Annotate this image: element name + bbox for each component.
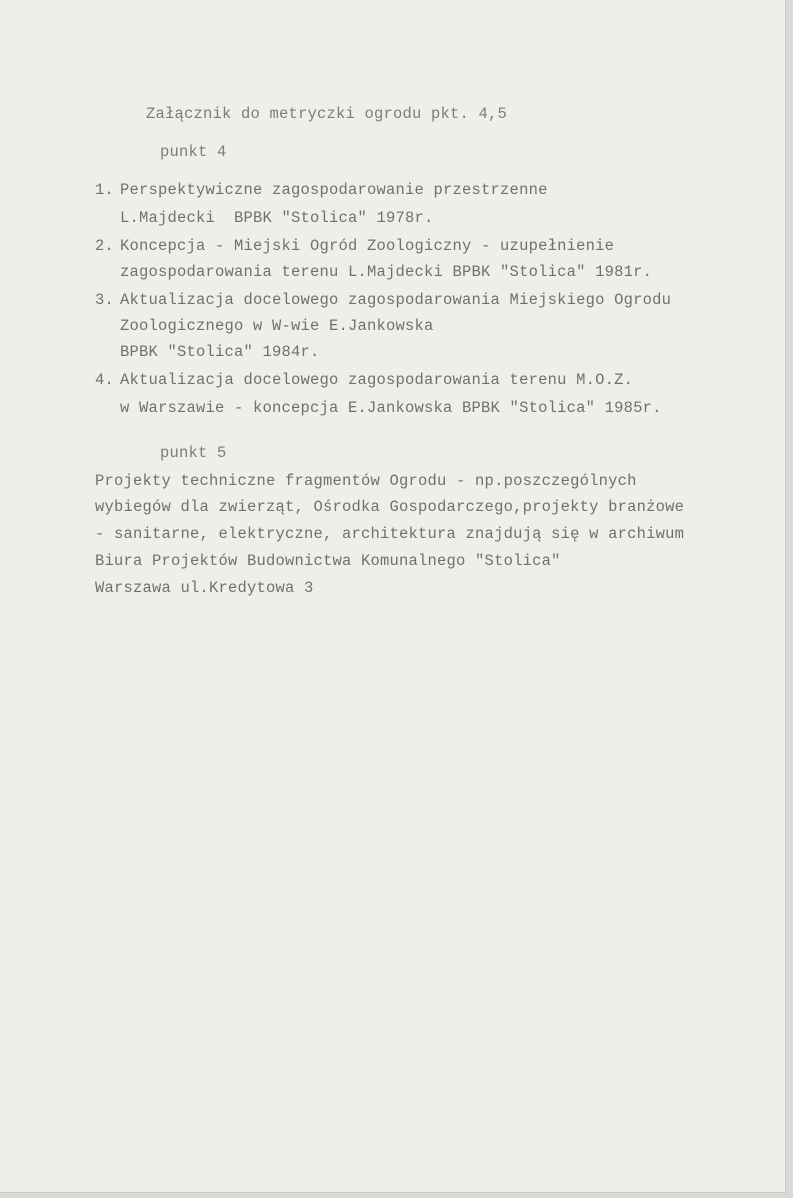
item-3-number: 3. — [95, 291, 115, 309]
section-5-line-3: - sanitarne, elektryczne, architektura znajdują się w archiwum — [95, 525, 685, 543]
section-5-line-1: Projekty techniczne fragmentów Ogrodu - np.poszczególnych — [95, 472, 637, 490]
section-4-heading: punkt 4 — [160, 143, 227, 161]
section-5-line-5: Warszawa ul.Kredytowa 3 — [95, 579, 314, 597]
item-1-number: 1. — [95, 181, 115, 199]
item-3-line-3: BPBK "Stolica" 1984r. — [120, 343, 320, 361]
item-1-line-2: L.Majdecki BPBK "Stolica" 1978r. — [120, 209, 434, 227]
item-4-line-1: Aktualizacja docelowego zagospodarowania terenu M.O.Z. — [120, 371, 634, 389]
section-5-line-4: Biura Projektów Budownictwa Komunalnego "Stolica" — [95, 552, 561, 570]
item-2-number: 2. — [95, 237, 115, 255]
item-2-line-1: Koncepcja - Miejski Ogród Zoologiczny - uzupełnienie — [120, 237, 615, 255]
item-4-number: 4. — [95, 371, 115, 389]
item-1-line-1: Perspektywiczne zagospodarowanie przestrzenne — [120, 181, 548, 199]
section-5-line-2: wybiegów dla zwierząt, Ośrodka Gospodarczego,projekty branżowe — [95, 498, 685, 516]
item-3-line-2: Zoologicznego w W-wie E.Jankowska — [120, 317, 434, 335]
item-3-line-1: Aktualizacja docelowego zagospodarowania Miejskiego Ogrodu — [120, 291, 672, 309]
section-5-heading: punkt 5 — [160, 444, 227, 462]
document-header: Załącznik do metryczki ogrodu pkt. 4,5 — [146, 105, 508, 123]
item-4-line-2: w Warszawie - koncepcja E.Jankowska BPBK "Stolica" 1985r. — [120, 399, 662, 417]
item-2-line-2: zagospodarowania terenu L.Majdecki BPBK "Stolica" 1981r. — [120, 263, 653, 281]
